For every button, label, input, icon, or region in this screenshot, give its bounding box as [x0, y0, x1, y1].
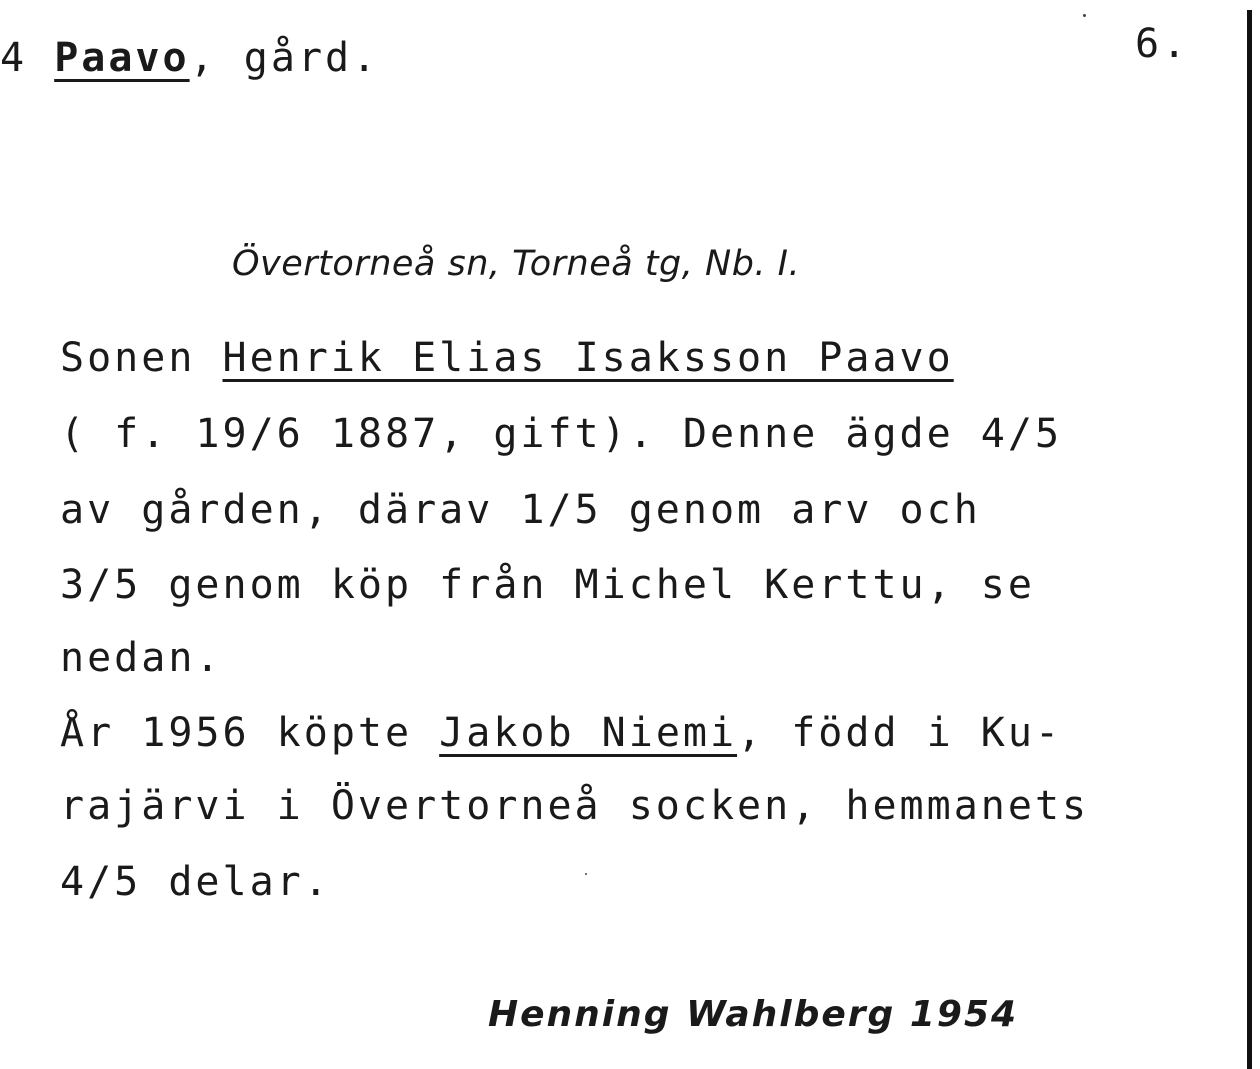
heading-rest: , gård. — [189, 35, 380, 81]
text-line-5: nedan. — [60, 635, 223, 681]
text-line-1 — [60, 335, 954, 381]
heading-number: 4 — [0, 35, 28, 81]
owner-name: Henrik Elias Isaksson Paavo — [222, 335, 954, 381]
buyer-name: Jakob Niemi — [439, 710, 738, 756]
text-line-7: rajärvi i Övertorneå socken, hemmanets — [60, 783, 1090, 829]
text-line-8: 4/5 delar. — [60, 859, 331, 905]
page-number: 6. — [1135, 21, 1190, 67]
text-line-6 — [60, 710, 1063, 756]
text-line-4: 3/5 genom köp från Michel Kerttu, se — [60, 562, 1035, 608]
text-line-3: av gården, därav 1/5 genom arv och — [60, 487, 981, 533]
card-heading — [0, 35, 380, 81]
line6-lead: År 1956 köpte — [60, 710, 440, 756]
card-edge-line — [1247, 10, 1252, 1069]
scan-speck — [585, 873, 587, 875]
signature-stamp: Henning Wahlberg 1954 — [488, 994, 1019, 1035]
text-line-2: ( f. 19/6 1887, gift). Denne ägde 4/5 — [60, 411, 1063, 457]
parish-stamp: Övertorneå sn, Torneå tg, Nb. I. — [232, 244, 801, 284]
line6-tail: , född i Ku- — [737, 710, 1063, 756]
scan-speck — [1083, 14, 1086, 17]
heading-farm-name: Paavo — [54, 35, 190, 81]
line1-lead: Sonen — [60, 335, 223, 381]
